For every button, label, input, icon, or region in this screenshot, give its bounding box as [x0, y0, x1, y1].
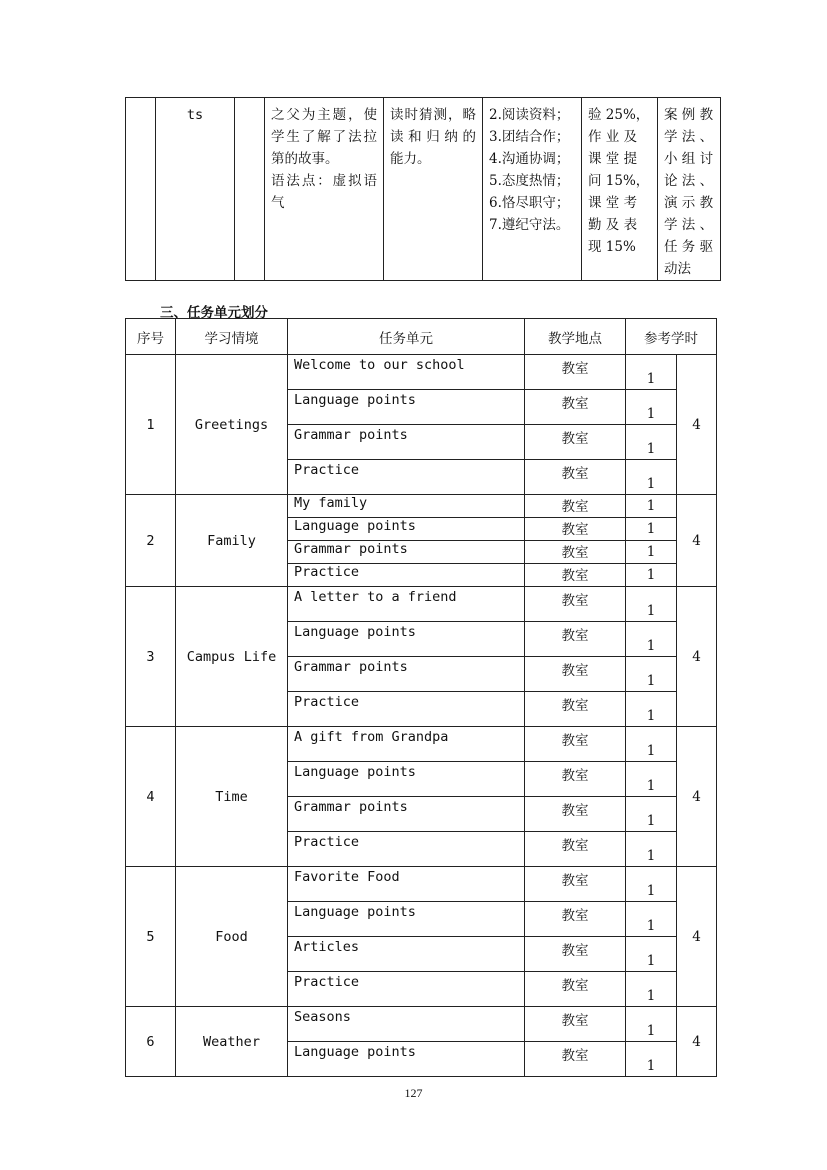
quality-line: 7.遵纪守法。 [489, 217, 570, 233]
total-hours: 4 [677, 867, 717, 1007]
task-unit-name: Language points [288, 390, 525, 425]
ability-line: 能力。 [390, 151, 431, 167]
task-unit-name: A letter to a friend [288, 587, 525, 622]
task-unit-name: Language points [288, 518, 525, 541]
task-unit-name: Grammar points [288, 797, 525, 832]
unit-hours: 1 [626, 727, 677, 762]
situation-name: Greetings [176, 355, 288, 495]
method-line: 演 示 教 [664, 195, 714, 211]
situation-name: Campus Life [176, 587, 288, 727]
table-header-row [126, 319, 717, 355]
unit-hours: 1 [626, 495, 677, 518]
teaching-location: 教室 [525, 727, 626, 762]
teaching-location: 教室 [525, 587, 626, 622]
assessment-line: 验 25%， [588, 107, 650, 123]
unit-hours: 1 [626, 518, 677, 541]
teaching-location: 教室 [525, 355, 626, 390]
table-row [126, 1007, 717, 1042]
header-location: 教学地点 [525, 319, 626, 355]
teaching-location: 教室 [525, 867, 626, 902]
method-line: 论 法 、 [664, 173, 714, 189]
unit-hours: 1 [626, 355, 677, 390]
teaching-location: 教室 [525, 1007, 626, 1042]
quality-line: 3.团结合作； [489, 129, 570, 145]
assessment-cell [582, 98, 658, 281]
table-row [126, 355, 717, 390]
ability-cell [384, 98, 483, 281]
unit-hours: 1 [626, 1007, 677, 1042]
teaching-location: 教室 [525, 541, 626, 564]
teaching-location: 教室 [525, 832, 626, 867]
teaching-location: 教室 [525, 972, 626, 1007]
total-hours: 4 [677, 727, 717, 867]
unit-hours: 1 [626, 692, 677, 727]
task-unit-name: Welcome to our school [288, 355, 525, 390]
ability-line: 读时猜测，略 [390, 107, 476, 123]
unit-hours: 1 [626, 564, 677, 587]
table-row [126, 495, 717, 518]
unit-hours: 1 [626, 902, 677, 937]
quality-line: 6.恪尽职守； [489, 195, 570, 211]
situation-number: 1 [126, 355, 176, 495]
method-line: 案 例 教 [664, 107, 714, 123]
assessment-line: 课 堂 考 [588, 195, 638, 211]
task-unit-name: Articles [288, 937, 525, 972]
task-unit-name: Language points [288, 902, 525, 937]
teaching-location: 教室 [525, 460, 626, 495]
task-unit-name: Grammar points [288, 657, 525, 692]
method-line: 学 法 、 [664, 217, 714, 233]
unit-hours: 1 [626, 657, 677, 692]
unit-hours: 1 [626, 972, 677, 1007]
task-unit-name: Favorite Food [288, 867, 525, 902]
method-line: 动法 [664, 261, 691, 277]
content-line: 学生了解了法拉 [271, 129, 377, 145]
unit-hours: 1 [626, 460, 677, 495]
teaching-location: 教室 [525, 657, 626, 692]
teaching-location: 教室 [525, 622, 626, 657]
situation-number: 6 [126, 1007, 176, 1077]
quality-line: 2.阅读资料； [489, 107, 570, 123]
ability-line: 读和归纳的 [390, 129, 476, 145]
header-hours: 参考学时 [626, 319, 717, 355]
unit-hours: 1 [626, 937, 677, 972]
task-unit-name: Practice [288, 692, 525, 727]
teaching-location: 教室 [525, 762, 626, 797]
situation-number: 3 [126, 587, 176, 727]
task-unit-name: Grammar points [288, 541, 525, 564]
assessment-line: 作 业 及 [588, 129, 638, 145]
table-row [126, 727, 717, 762]
task-unit-name: Language points [288, 622, 525, 657]
method-line: 学 法 、 [664, 129, 714, 145]
teaching-location: 教室 [525, 797, 626, 832]
qualities-cell [483, 98, 582, 281]
teaching-location: 教室 [525, 425, 626, 460]
task-unit-name: Language points [288, 1042, 525, 1077]
blank-cell [235, 98, 265, 281]
task-unit-name: Practice [288, 460, 525, 495]
situation-name: Weather [176, 1007, 288, 1077]
content-cell [265, 98, 384, 281]
task-unit-name: My family [288, 495, 525, 518]
method-line: 任 务 驱 [664, 239, 714, 255]
task-unit-name: A gift from Grandpa [288, 727, 525, 762]
teaching-location: 教室 [525, 937, 626, 972]
unit-hours: 1 [626, 622, 677, 657]
quality-line: 5.态度热情； [489, 173, 570, 189]
teaching-location: 教室 [525, 564, 626, 587]
teaching-location: 教室 [525, 390, 626, 425]
content-line: 语法点：虚拟语 [271, 173, 377, 189]
unit-hours: 1 [626, 541, 677, 564]
assessment-line: 勤 及 表 [588, 217, 638, 233]
page-number: 127 [404, 1086, 423, 1100]
blank-cell [126, 98, 156, 281]
teaching-location: 教室 [525, 495, 626, 518]
task-unit-name: Grammar points [288, 425, 525, 460]
teaching-location: 教室 [525, 1042, 626, 1077]
section-title: 三、任务单元划分 [160, 305, 268, 321]
task-unit-name: Practice [288, 564, 525, 587]
unit-hours: 1 [626, 587, 677, 622]
total-hours: 4 [677, 495, 717, 587]
teaching-location: 教室 [525, 518, 626, 541]
assessment-line: 现 15% [588, 239, 636, 255]
task-unit-name: Practice [288, 832, 525, 867]
situation-name: Time [176, 727, 288, 867]
total-hours: 4 [677, 587, 717, 727]
method-line: 小 组 讨 [664, 151, 714, 167]
total-hours: 4 [677, 355, 717, 495]
methods-cell [658, 98, 721, 281]
situation-number: 4 [126, 727, 176, 867]
table-row [126, 867, 717, 902]
assessment-line: 问 15%， [588, 173, 650, 189]
content-line: 第的故事。 [271, 151, 339, 167]
assessment-line: 课 堂 提 [588, 151, 638, 167]
unit-hours: 1 [626, 832, 677, 867]
content-line: 之父为主题，使 [271, 107, 377, 123]
quality-line: 4.沟通协调； [489, 151, 570, 167]
task-unit-name: Language points [288, 762, 525, 797]
module-name-cell: ts [156, 98, 235, 281]
table-row [126, 587, 717, 622]
course-content-table [125, 97, 721, 281]
unit-hours: 1 [626, 762, 677, 797]
header-number: 序号 [126, 319, 176, 355]
situation-name: Food [176, 867, 288, 1007]
header-situation: 学习情境 [176, 319, 288, 355]
unit-hours: 1 [626, 1042, 677, 1077]
total-hours: 4 [677, 1007, 717, 1077]
teaching-location: 教室 [525, 692, 626, 727]
situation-number: 5 [126, 867, 176, 1007]
header-task-unit: 任务单元 [288, 319, 525, 355]
situation-name: Family [176, 495, 288, 587]
unit-hours: 1 [626, 390, 677, 425]
teaching-location: 教室 [525, 902, 626, 937]
task-unit-name: Practice [288, 972, 525, 1007]
unit-hours: 1 [626, 797, 677, 832]
content-line: 气 [271, 195, 285, 211]
task-unit-name: Seasons [288, 1007, 525, 1042]
situation-number: 2 [126, 495, 176, 587]
task-units-table [125, 318, 717, 1077]
unit-hours: 1 [626, 867, 677, 902]
unit-hours: 1 [626, 425, 677, 460]
